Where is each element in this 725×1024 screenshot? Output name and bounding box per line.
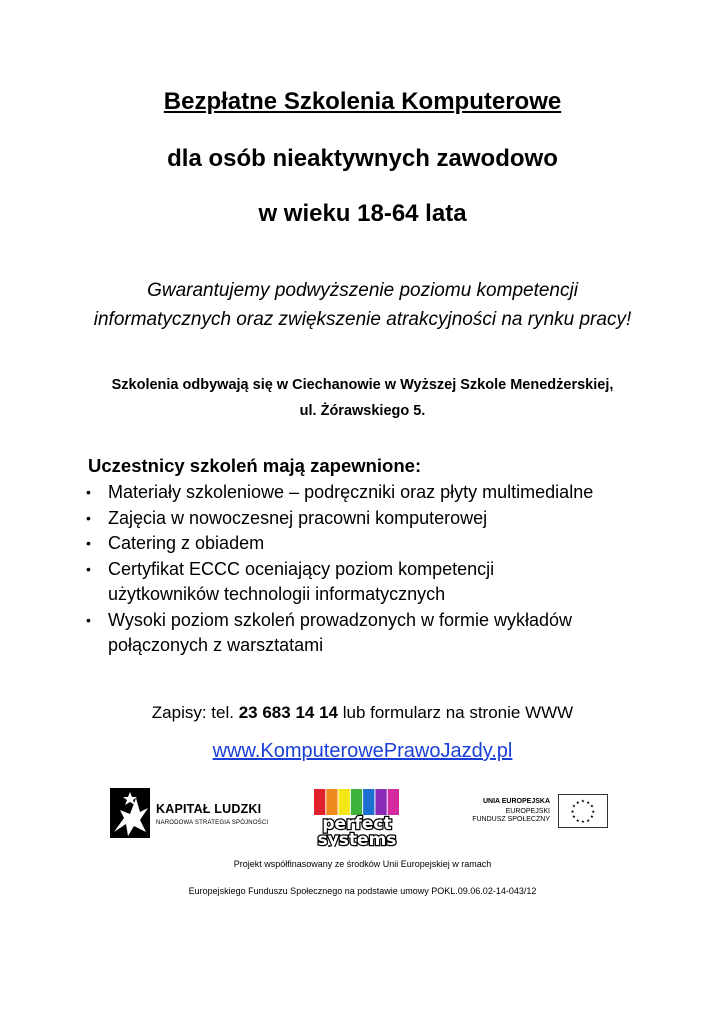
- bullet-icon: •: [86, 611, 91, 628]
- eu-star-icon: ★: [571, 814, 577, 820]
- list-item-text: Catering z obiadem: [108, 533, 265, 553]
- perfect-systems-icon: [314, 789, 400, 847]
- bullet-icon: •: [86, 535, 91, 551]
- location-line-1: Szkolenia odbywają się w Ciechanowie w Wyższej Szkole Menedżerskiej,: [111, 377, 614, 393]
- benefits-title: Uczestnicy szkoleń mają zapewnione:: [88, 455, 422, 476]
- bullet-icon: •: [86, 509, 91, 526]
- eu-star-icon: ★: [589, 814, 595, 820]
- eu-star-icon: ★: [571, 803, 577, 809]
- main-heading: Bezpłatne Szkolenia Komputerowe: [163, 88, 562, 115]
- eu-star-icon: ★: [575, 817, 580, 823]
- perfect-systems-color-bar: [388, 789, 399, 815]
- list-item-text: Materiały szkoleniowe – podręczniki oraz płyty multimedialne: [108, 482, 594, 502]
- perfect-systems-word-2: systems: [317, 830, 397, 847]
- kapital-ludzki-name: KAPITAŁ LUDZKI: [156, 802, 262, 816]
- list-item-text: Certyfikat ECCC oceniający poziom kompetencji: [108, 558, 495, 579]
- signup-prefix: Zapisy: tel.: [151, 703, 234, 722]
- eu-star-icon: ★: [570, 808, 575, 814]
- list-item: [84, 480, 684, 506]
- location-info: [0, 372, 725, 424]
- perfect-systems-color-bar: [314, 789, 325, 815]
- perfect-systems-color-bar: [351, 789, 362, 815]
- eu-star-icon: ★: [575, 799, 580, 805]
- eu-star-icon: ★: [591, 808, 596, 814]
- signup-suffix: lub formularz na stronie WWW: [342, 703, 574, 722]
- eu-fund-line-1: EUROPEJSKI: [505, 808, 550, 815]
- sub-heading: dla osób nieaktywnych zawodowo: [167, 145, 558, 172]
- eu-star-icon: ★: [580, 798, 586, 804]
- bullet-icon: •: [86, 560, 91, 577]
- list-item: [84, 608, 684, 659]
- eu-star-icon: ★: [589, 803, 595, 809]
- list-item: [84, 506, 684, 532]
- eu-logo: [458, 794, 608, 830]
- list-item: [84, 557, 684, 608]
- perfect-systems-logo: [314, 789, 400, 847]
- list-item-text: Zajęcia w nowoczesnej pracowni komputerowej: [108, 507, 488, 528]
- perfect-systems-color-bar: [363, 789, 374, 815]
- tagline-line-2: informatycznych oraz zwiększenie atrakcyjności na rynku pracy!: [93, 309, 632, 330]
- eu-star-icon: ★: [580, 819, 586, 825]
- perfect-systems-color-bar: [326, 789, 337, 815]
- bullet-icon: •: [86, 484, 91, 500]
- phone-number[interactable]: 23 683 14 14: [238, 703, 338, 722]
- list-item-text-continued: połączonych z warsztatami: [108, 635, 324, 655]
- eu-fund-line-2: FUNDUSZ SPOŁECZNY: [472, 816, 550, 823]
- perfect-systems-word-1: perfect: [322, 814, 392, 834]
- eu-flag-icon: [558, 794, 608, 828]
- footer-line-1: Projekt współfinasowany ze środków Unii Europejskiej w ramach: [233, 859, 492, 869]
- eu-name: UNIA EUROPEJSKA: [482, 798, 550, 805]
- list-item: [84, 531, 684, 557]
- perfect-systems-color-bar: [375, 789, 386, 815]
- kapital-ludzki-icon: [110, 788, 150, 838]
- signup-info: [0, 703, 725, 723]
- eu-star-icon: ★: [586, 799, 591, 805]
- list-item-text: Wysoki poziom szkoleń prowadzonych w formie wykładów: [108, 609, 573, 630]
- list-item-text-continued: użytkowników technologii informatycznych: [108, 584, 446, 604]
- footer-line-2: Europejskiego Funduszu Społecznego na podstawie umowy POKL.09.06.02-14-043/12: [188, 886, 537, 896]
- tagline: [0, 276, 725, 334]
- eu-star-icon: ★: [586, 817, 591, 823]
- age-heading: w wieku 18-64 lata: [258, 200, 467, 227]
- location-line-2: ul. Żórawskiego 5.: [299, 403, 426, 419]
- kapital-ludzki-subtitle: NARODOWA STRATEGIA SPÓJNOŚCI: [156, 820, 269, 826]
- website-link[interactable]: www.KomputerowePrawoJazdy.pl: [212, 740, 513, 762]
- tagline-line-1: Gwarantujemy podwyższenie poziomu kompetencji: [147, 280, 578, 301]
- perfect-systems-color-bar: [339, 789, 350, 815]
- benefits-list: [84, 480, 684, 659]
- kapital-ludzki-logo: [110, 788, 290, 838]
